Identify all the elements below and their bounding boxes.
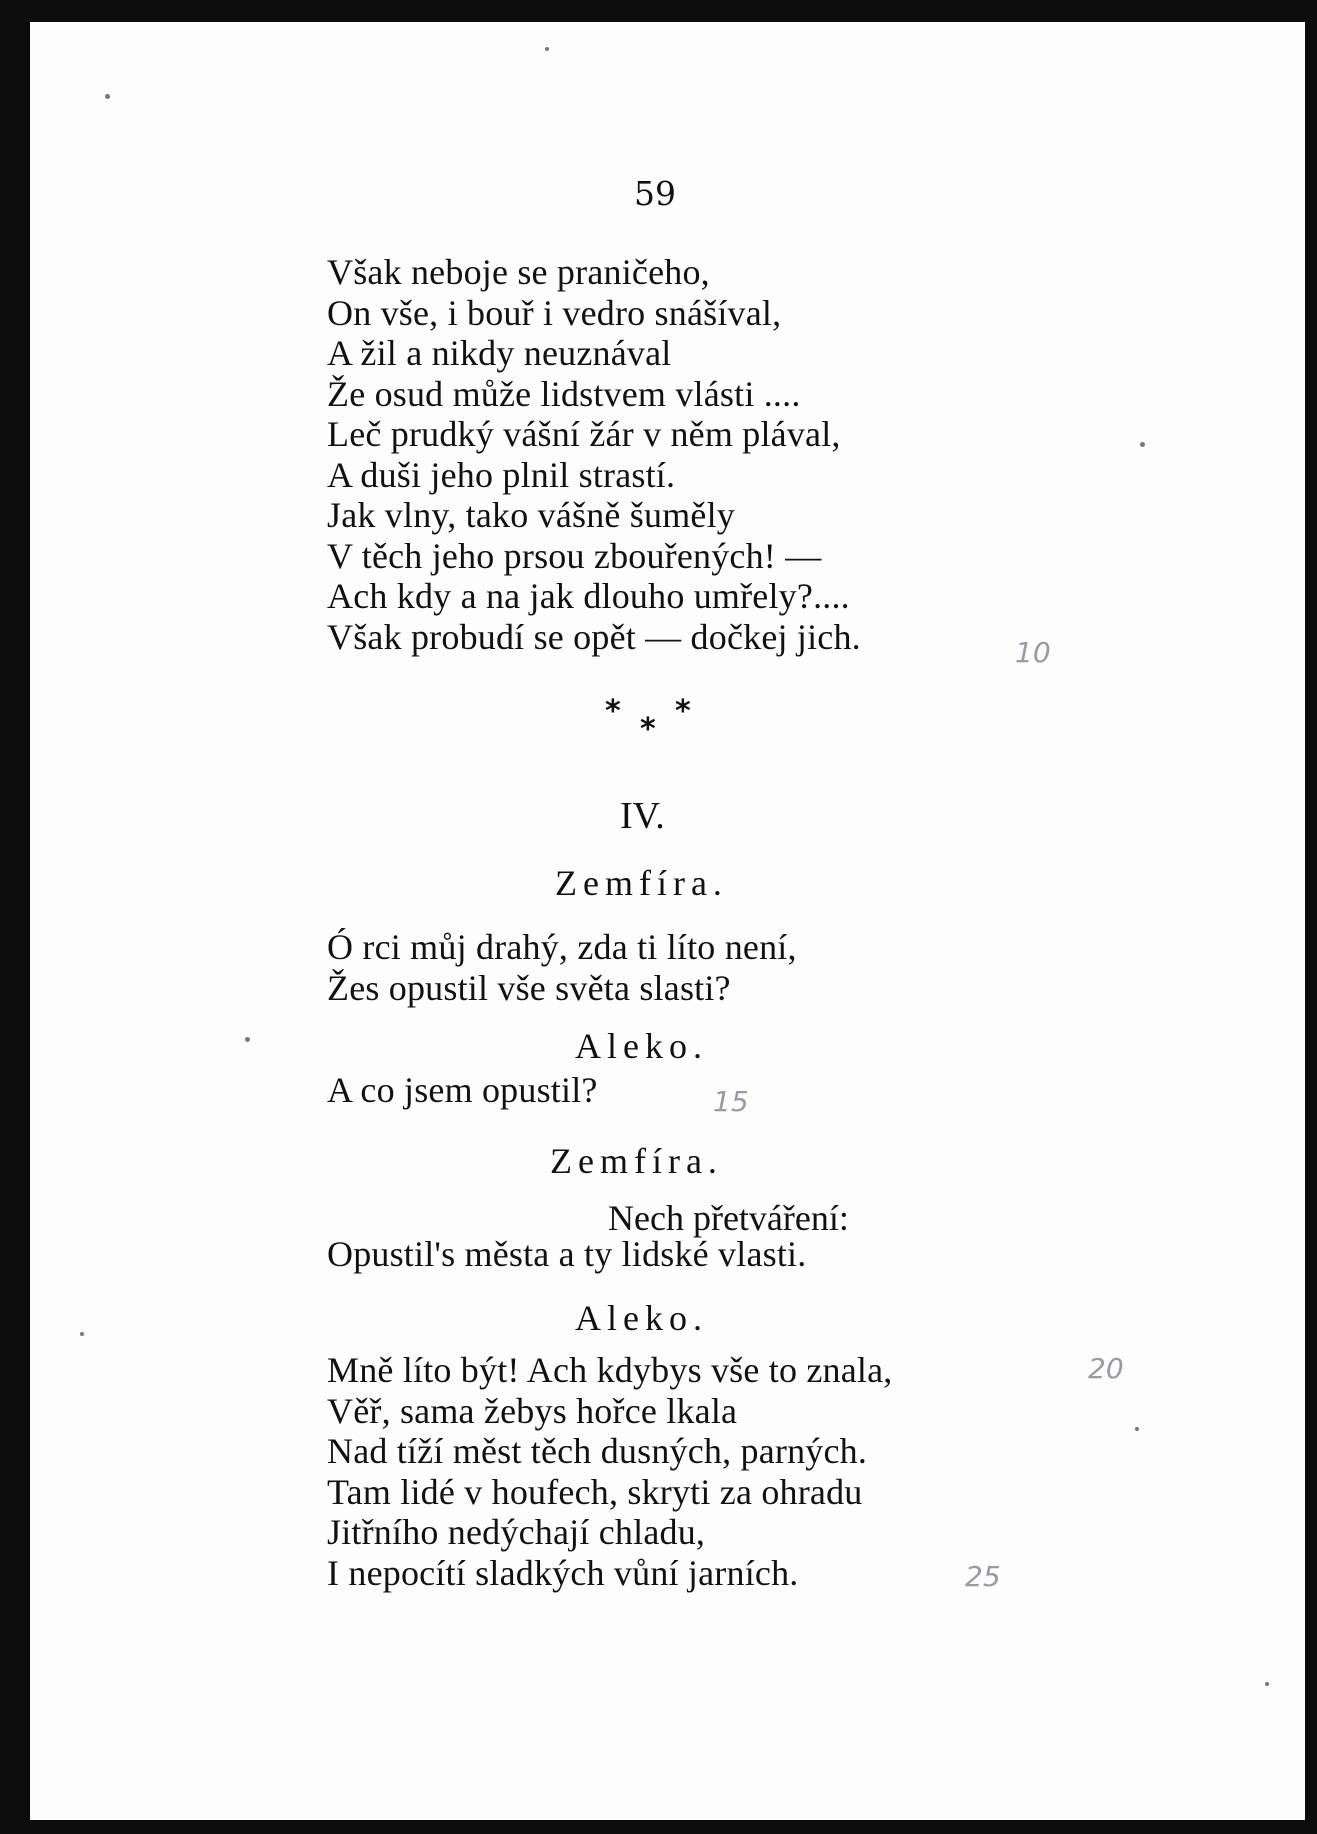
stanza-2	[327, 927, 797, 1008]
speaker-name: Aleko.	[575, 1298, 708, 1338]
verse-line: I nepocítí sladkých vůní jarních.	[327, 1552, 799, 1593]
stanza-1	[327, 252, 861, 657]
verse-line: Věř, sama žebys hořce lkala	[327, 1390, 738, 1431]
asterism-divider	[600, 694, 710, 754]
asterisk: *	[675, 694, 691, 729]
verse-line: Nad tíží měst těch dusných, parných.	[327, 1431, 868, 1471]
page-number: 59	[634, 174, 676, 213]
speaker-name: Zemfíra.	[550, 1141, 723, 1181]
paper-speck	[1265, 1682, 1269, 1686]
verse-line: On vše, i bouř i vedro snášíval,	[327, 292, 782, 333]
verse-line: Však neboje se praničeho,	[327, 252, 710, 292]
pencil-line-number: 25	[965, 1560, 1001, 1593]
section-numeral: IV.	[620, 795, 665, 837]
paper-speck	[245, 1037, 250, 1042]
stanza-3	[327, 1070, 598, 1111]
pencil-line-number: 10	[1015, 636, 1051, 669]
verse-line: A žil a nikdy neuznával	[327, 333, 672, 373]
paper-speck	[1135, 1427, 1139, 1431]
verse-line: Však probudí se opět — dočkej jich.	[327, 616, 861, 657]
speaker-name: Aleko.	[575, 1026, 708, 1066]
verse-line: Jitřního nedýchají chladu,	[327, 1512, 706, 1552]
verse-line: Že osud může lidstvem vlásti ....	[327, 373, 801, 414]
verse-line: Ach kdy a na jak dlouho umřely?....	[327, 576, 850, 616]
verse-line: Leč prudký vášní žár v něm plával,	[327, 414, 841, 454]
paper-speck	[545, 47, 549, 51]
asterisk: *	[640, 712, 656, 747]
stanza-5	[327, 1350, 893, 1593]
paper-speck	[105, 94, 110, 99]
verse-line: Žes opustil vše světa slasti?	[327, 967, 731, 1008]
verse-line: A duši jeho plnil strastí.	[327, 454, 676, 495]
paper-speck	[1140, 442, 1145, 447]
pencil-line-number: 20	[1088, 1352, 1124, 1385]
asterisk: *	[605, 694, 621, 729]
verse-line: A co jsem opustil?	[327, 1070, 598, 1110]
verse-line-indented: Nech přetváření:	[608, 1198, 849, 1238]
pencil-line-number: 15	[713, 1085, 749, 1118]
verse-line: Jak vlny, tako vášně šuměly	[327, 495, 735, 535]
verse-line: V těch jeho prsou zbouřených! —	[327, 535, 822, 576]
verse-line: Mně líto být! Ach kdybys vše to znala,	[327, 1350, 893, 1390]
speaker-name: Zemfíra.	[555, 863, 728, 903]
paper-speck	[80, 1332, 84, 1336]
verse-line: Ó rci můj drahý, zda ti líto není,	[327, 927, 797, 967]
verse-line: Tam lidé v houfech, skryti za ohradu	[327, 1471, 863, 1512]
verse-line: Opustil's města a ty lidské vlasti.	[327, 1234, 807, 1274]
stanza-4	[327, 1234, 806, 1275]
